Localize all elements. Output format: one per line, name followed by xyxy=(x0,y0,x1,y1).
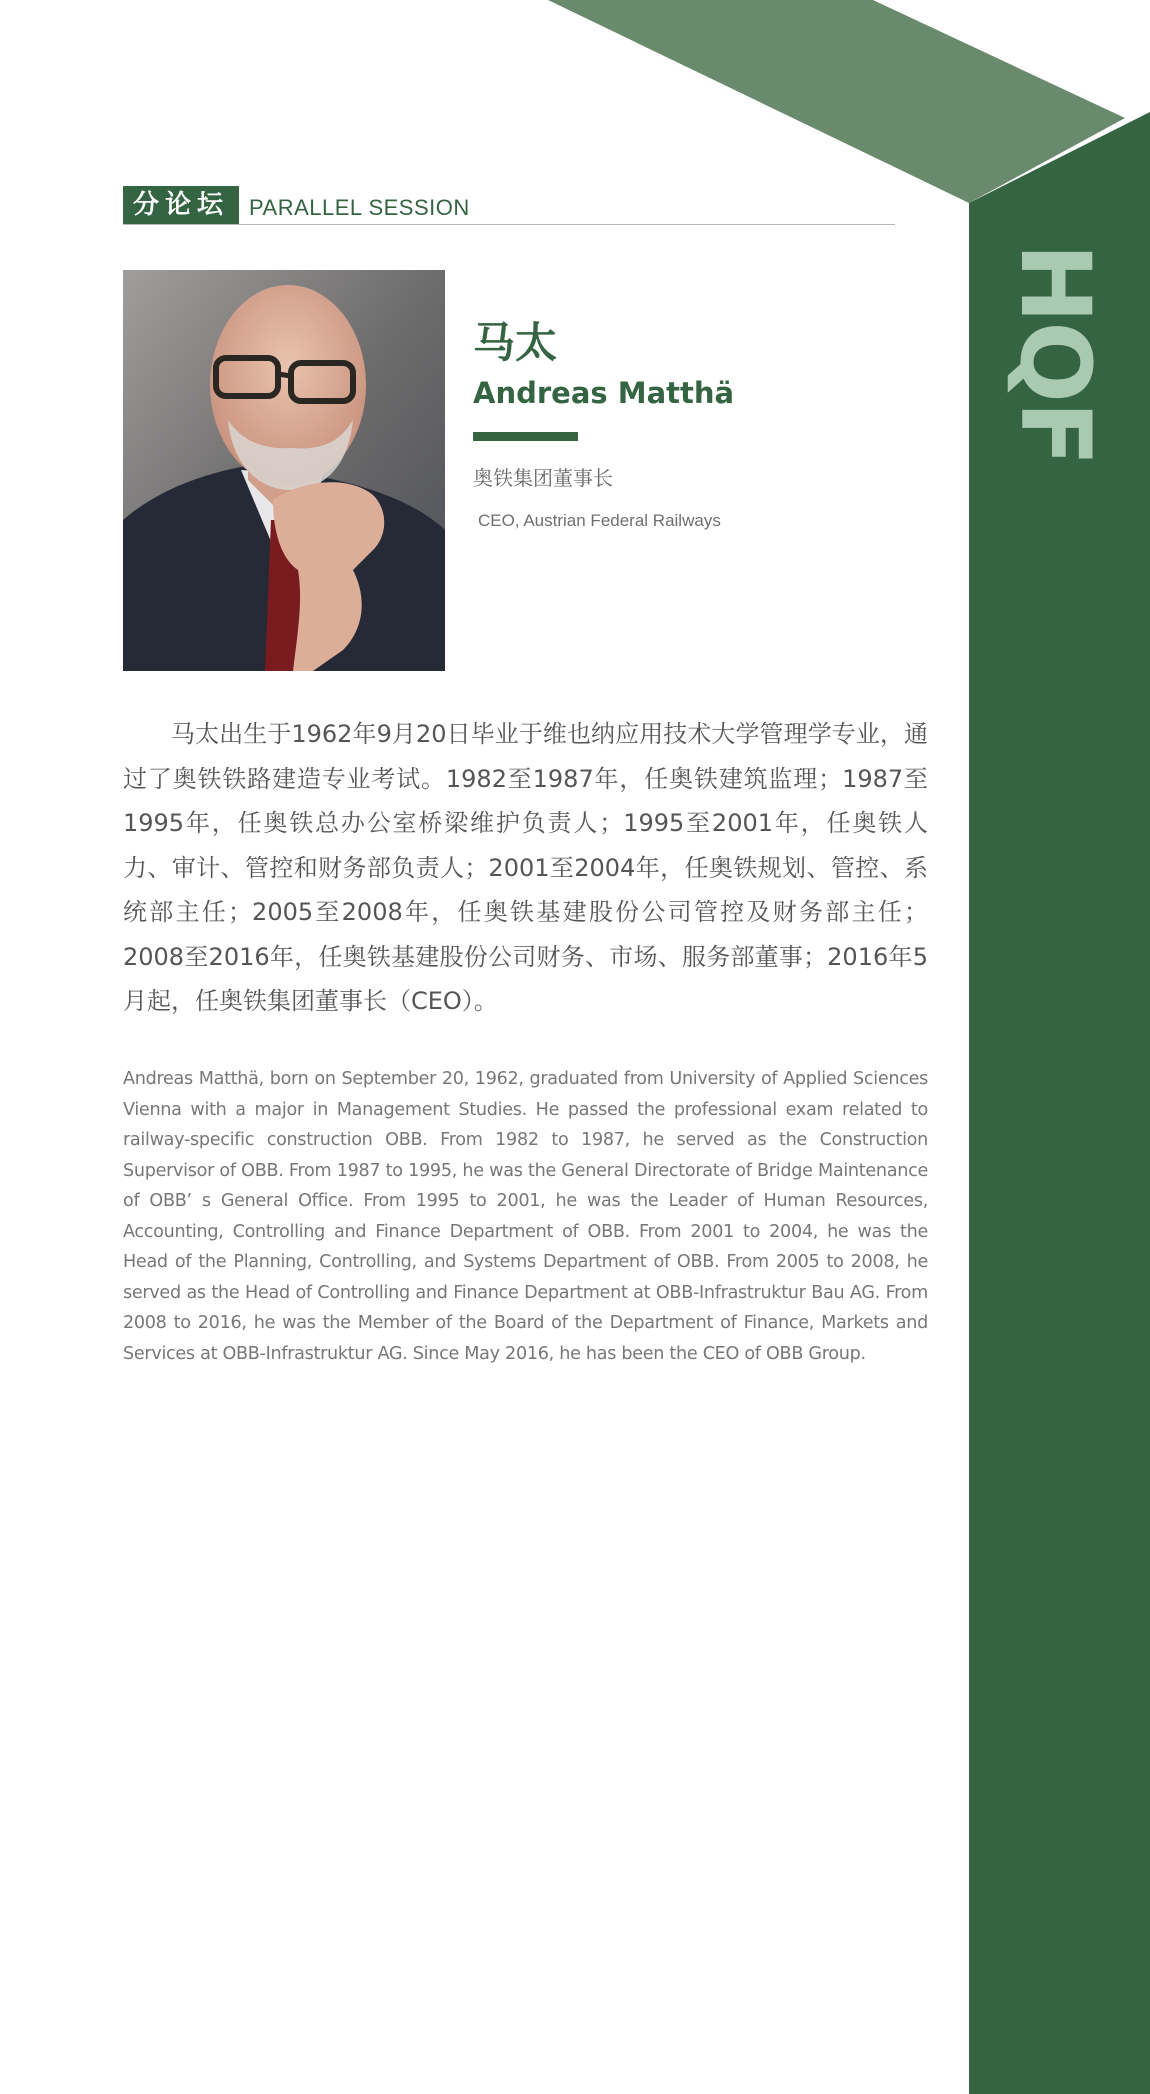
sidebar-logo-text: HQF xyxy=(999,243,1111,465)
speaker-title-cn: 奥铁集团董事长 xyxy=(473,466,613,490)
accent-divider xyxy=(473,432,578,441)
speaker-photo xyxy=(123,270,445,671)
session-badge: 分论坛 xyxy=(123,186,239,224)
speaker-title-en: CEO, Austrian Federal Railways xyxy=(478,511,721,530)
session-label: PARALLEL SESSION xyxy=(249,195,470,220)
biography-cn: 马太出生于1962年9月20日毕业于维也纳应用技术大学管理学专业，通过了奥铁铁路建造专业考试。1982至1987年，任奥铁建筑监理；1987至1995年，任奥铁总办公室桥梁维护负责人；1995至2001年，任奥铁人力、审计、管控和财务部负责人；2001至2004年，任奥铁规划、管控、系统部主任；2005至2008年，任奥铁基建股份公司管控及财务部主任；2008至2016年，任奥铁基建股份公司财务、市场、服务部董事；2016年5月起，任奥铁集团董事长（CEO）。 xyxy=(123,720,928,1015)
speaker-name-en: Andreas Matthä xyxy=(473,376,735,410)
speaker-portrait-icon xyxy=(123,270,445,671)
biography-en: Andreas Matthä, born on September 20, 1962, graduated from University of Applied Sciences Vienna with a major in Management Studies. He passed the professional exam related to railway-specific construction OBB. From 1982 to 1987, he served as the Construction Supervisor of OBB. From 1987 to 1995, he was the General Directorate of Bridge Maintenance of OBB’ s General Office. From 1995 to 2001, he was the Leader of Human Resources, Accounting, Controlling and Finance Department of OBB. From 2001 to 2004, he was the Head of the Planning, Controlling, and Systems Department of OBB. From 2005 to 2008, he served as the Head of Controlling and Finance Department at OBB-Infrastruktur Bau AG. From 2008 to 2016, he was the Member of the Board of the Department of Finance, Markets and Services at OBB-Infrastruktur AG. Since May 2016, he has been the CEO of OBB Group. xyxy=(123,1069,928,1364)
section-header xyxy=(123,186,895,225)
speaker-name-cn: 马太 xyxy=(473,318,558,367)
